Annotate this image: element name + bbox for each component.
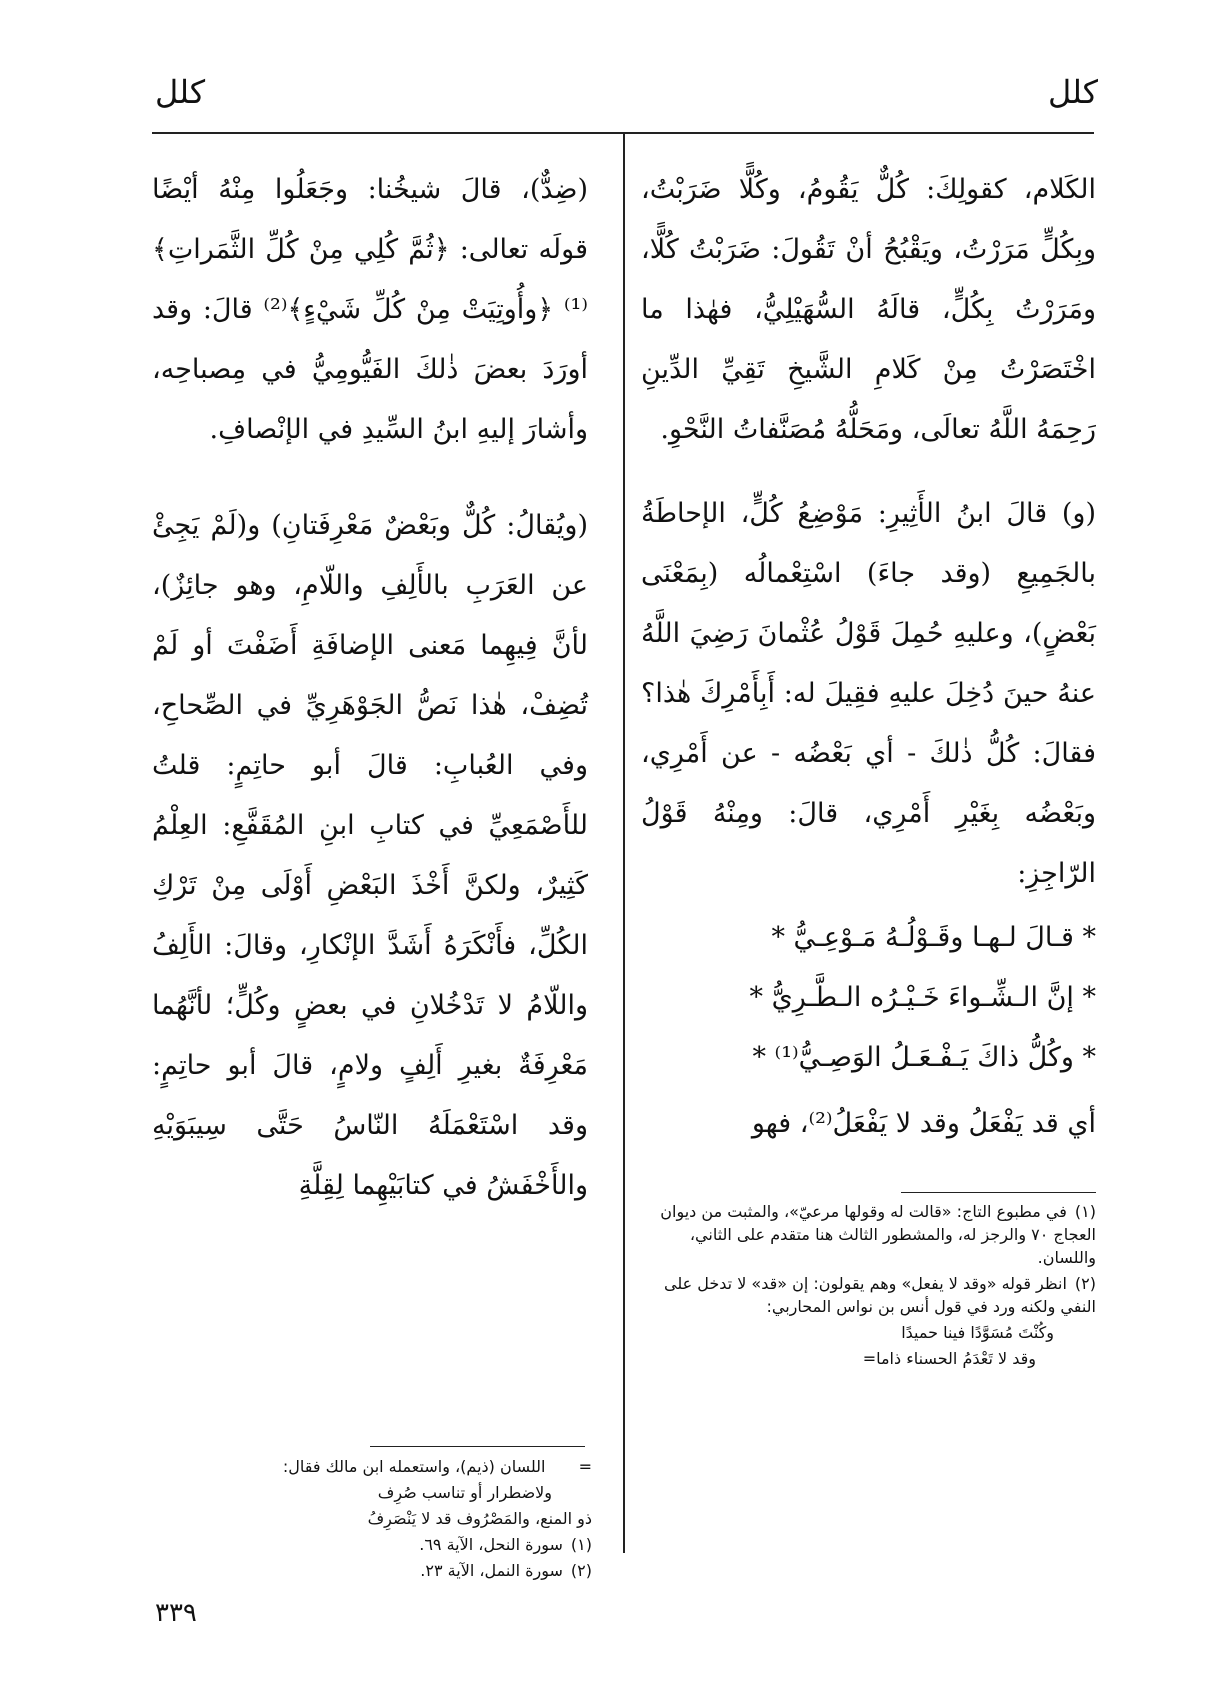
- poem-verses: [641, 908, 1096, 1088]
- footnote-verse-line-1: وكُنْتَ مُسَوَّدًا فينا حميدًا: [901, 1323, 1054, 1342]
- footnote-continuation: [152, 1455, 592, 1478]
- verse-line-3: * وكُلُّ ذاكَ يَـفْـعَـلُ الوَصِـيُّ⁽¹⁾ *: [752, 1042, 1096, 1073]
- left-paragraph-2: (ويُقالُ: كُلٌّ وبَعْضٌ مَعْرِفَتانِ) و(لَمْ يَجِئْ عن العَرَبِ بالأَلِفِ واللّامِ، وهو جائِزٌ)، لأنَّ فِيهِما مَعنى الإضافَةِ أَضَفْتَ أو لَمْ تُضِفْ، هٰذا نَصُّ الجَوْهَرِيِّ في الصِّحاحِ، وفي العُبابِ: قالَ أبو حاتِمٍ: قلتُ للأَصْمَعِيِّ في كتابِ ابنِ المُقَفَّعِ: العِلْمُ كَثِيرٌ، ولكنَّ أَخْذَ البَعْضِ أَوْلَى مِنْ تَرْكِ الكُلِّ، فأَنْكَرَهُ أَشَدَّ الإنْكارِ، وقالَ: الأَلِفُ واللّامُ لا تَدْخُلانِ في بعضٍ وكُلٍّ؛ لأنَّهُما مَعْرِفَةٌ بغيرِ أَلِفٍ ولامٍ، قالَ أبو حاتِمٍ: وقد اسْتَعْمَلَهُ النّاسُ حَتَّى سِيبَوَيْهِ والأَخْفَشُ في كتابَيْهِما لِقِلَّةِ: [152, 510, 588, 1201]
- verse-line-2: * إنَّ الـشِّـواءَ خَـيْـرُه الـطَّـرِيُّ *: [749, 982, 1096, 1013]
- left-paragraph-1: (ضِدٌّ)، قالَ شيخُنا: وجَعَلُوا مِنْهُ أيْضًا قولَه تعالى: ﴿ثُمَّ كُلِي مِنْ كُلِّ الثَّمَراتِ﴾⁽¹⁾ ﴿وأُوتِيَتْ مِنْ كُلِّ شَيْءٍ﴾⁽²⁾ قالَ: وقد أورَدَ بعضَ ذٰلكَ الفَيُّومِيُّ في مِصباحِه، وأشارَ إليهِ ابنُ السِّيدِ في الإنْصافِ.: [152, 174, 588, 445]
- footnote-text: في مطبوع التاج: «قالت له وقولها مرعيّ»، والمثبت من ديوان العجاج ٧٠ والرجز له، والمشطور الثالث هنا متقدم على الثاني، واللسان.: [660, 1202, 1096, 1267]
- right-paragraph-3: أي قد يَفْعَلُ وقد لا يَفْعَلُ⁽²⁾، فهو: [751, 1108, 1096, 1139]
- footnote-2-left: [152, 1559, 592, 1582]
- footnote-verse-line-2: ذو المنع، والمَصْرُوف قد لا يَنْصَرِفُ: [367, 1509, 592, 1528]
- footnote-text: انظر قوله «وقد لا يفعل» وهم يقولون: إن «قد» لا تدخل على النفي ولكنه ورد في قول أنس بن نواس المحاربي:: [663, 1274, 1096, 1316]
- footnotes-left: [152, 1455, 592, 1585]
- verse-line-1: * قـالَ لـهـا وقَـوْلُـهُ مَـوْعِـيُّ *: [771, 922, 1096, 953]
- column-divider: [623, 133, 625, 1553]
- footnote-1-left: [152, 1533, 592, 1556]
- footnote-number: (١): [570, 1535, 592, 1554]
- footnote-text: سورة النحل، الآية ٦٩.: [419, 1535, 563, 1554]
- footnote-2-right: [631, 1272, 1096, 1318]
- footnote-number: (٢): [570, 1561, 592, 1580]
- footnote-rule-left: [370, 1446, 585, 1447]
- footnote-rule-right: [901, 1192, 1096, 1193]
- footnote-verse-line-1: ولاضطرار أو تناسب صُرِف: [377, 1483, 552, 1502]
- footnote-number: (١): [1074, 1202, 1096, 1221]
- right-column: [641, 160, 1096, 1154]
- footnote-1-right: [631, 1200, 1096, 1269]
- left-column: [152, 160, 588, 1216]
- footnotes-right: [631, 1200, 1096, 1373]
- continuation-mark: =: [578, 1457, 592, 1476]
- right-paragraph-2: (و) قالَ ابنُ الأَثِيرِ: مَوْضِعُ كُلٍّ، الإحاطَةُ بالجَمِيعِ (وقد جاءَ) اسْتِعْمالُه (بِمَعْنَى بَعْضٍ)، وعليهِ حُمِلَ قَوْلُ عُثْمانَ رَضِيَ اللَّهُ عنهُ حينَ دُخِلَ عليهِ فقِيلَ له: أَبِأَمْرِكَ هٰذا؟ فقالَ: كُلُّ ذٰلكَ - أي بَعْضُه - عن أَمْرِي، وبَعْضُه بِغَيْرِ أَمْرِي، قالَ: ومِنْهُ قَوْلُ الرّاجِزِ:: [641, 498, 1096, 889]
- footnote-text: سورة النمل، الآية ٢٣.: [420, 1561, 563, 1580]
- running-header-right: كلل: [1047, 73, 1098, 111]
- page-number: ٣٣٩: [155, 1598, 197, 1628]
- footnote-text: اللسان (ذيم)، واستعمله ابن مالك فقال:: [282, 1457, 546, 1476]
- footnote-verse-line-2: وقد لا تَعْدَمُ الحسناء ذاما=: [862, 1349, 1036, 1368]
- right-paragraph-1: الكَلام، كقولِكَ: كُلٌّ يَقُومُ، وكُلًّا ضَرَبْتُ، وبِكُلٍّ مَرَرْتُ، ويَقْبُحُ أنْ تَقُولَ: ضَرَبْتُ كُلًّا، ومَرَرْتُ بِكُلٍّ، قالَهُ السُّهَيْلِيُّ، فهٰذا ما اخْتَصَرْتُ مِنْ كَلامِ الشَّيخِ تَقِيِّ الدِّينِ رَحِمَهُ اللَّهُ تعالَى، ومَحَلُّهُ مُصَنَّفاتُ النَّحْوِ.: [641, 174, 1096, 445]
- running-header-left: كلل: [155, 73, 206, 111]
- footnote-number: (٢): [1074, 1274, 1096, 1293]
